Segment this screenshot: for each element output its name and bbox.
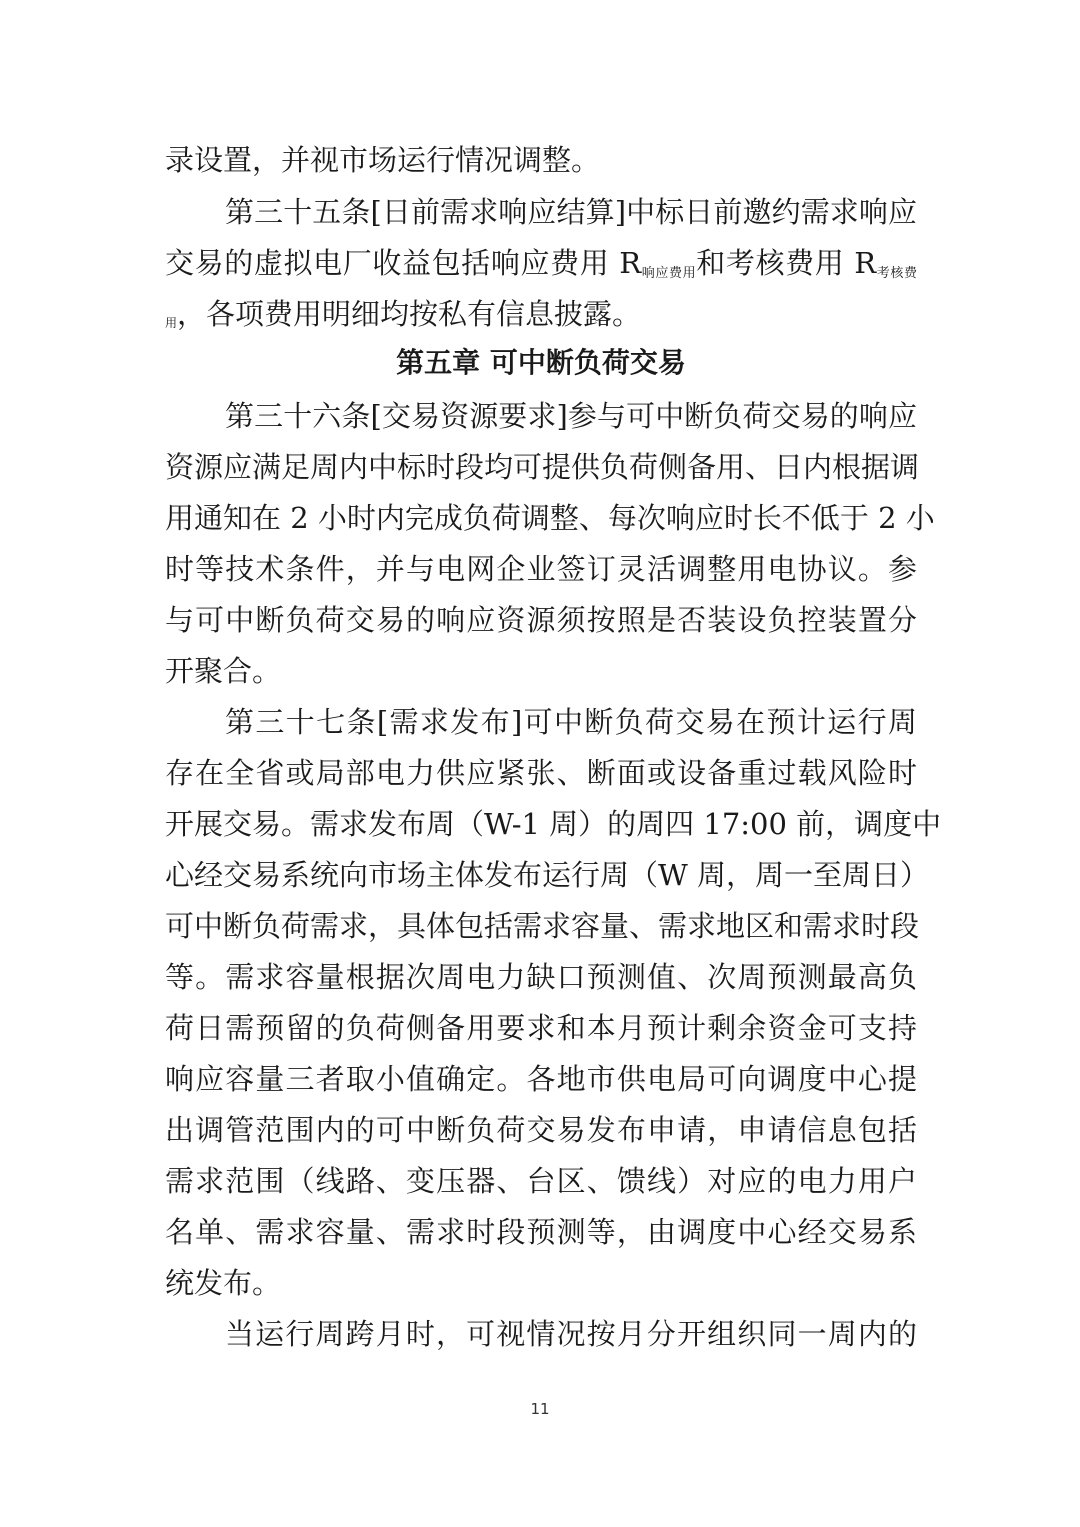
paragraph-line: 心经交易系统向市场主体发布运行周（W 周，周一至周日） xyxy=(165,858,930,892)
paragraph-line: 录设置，并视市场运行情况调整。 xyxy=(165,143,601,177)
paragraph-line: 名单、需求容量、需求时段预测等，由调度中心经交易系 xyxy=(165,1215,917,1249)
line-text: 交易的虚拟电厂收益包括响应费用 R xyxy=(165,246,642,280)
paragraph-line xyxy=(165,243,917,283)
paragraph-line: 开聚合。 xyxy=(165,654,282,688)
subscript-continuation: 用 xyxy=(165,316,178,330)
line-text: 和考核费用 R xyxy=(696,246,877,280)
paragraph-line: 等。需求容量根据次周电力缺口预测值、次周预测最高负 xyxy=(165,960,917,994)
paragraph-line: 资源应满足周内中标时段均可提供负荷侧备用、日内根据调 xyxy=(165,450,920,484)
paragraph-line: 用通知在 2 小时内完成负荷调整、每次响应时长不低于 2 小 xyxy=(165,501,935,535)
paragraph-line: 当运行周跨月时，可视情况按月分开组织同一周内的 xyxy=(225,1317,917,1351)
subscript-response-fee: 响应费用 xyxy=(641,266,697,281)
paragraph-line: 响应容量三者取小值确定。各地市供电局可向调度中心提 xyxy=(165,1062,917,1096)
paragraph-line: 出调管范围内的可中断负荷交易发布申请，申请信息包括 xyxy=(165,1113,917,1147)
paragraph-line: 第三十五条[日前需求响应结算]中标日前邀约需求响应 xyxy=(225,195,917,229)
paragraph-line: 第三十六条[交易资源要求]参与可中断负荷交易的响应 xyxy=(225,399,917,433)
paragraph-line: 荷日需预留的负荷侧备用要求和本月预计剩余资金可支持 xyxy=(165,1011,917,1045)
line-text: ，各项费用明细均按私有信息披露。 xyxy=(177,297,642,331)
chapter-heading: 第五章 可中断负荷交易 xyxy=(396,346,686,379)
paragraph-line: 存在全省或局部电力供应紧张、断面或设备重过载风险时 xyxy=(165,756,917,790)
paragraph-line: 第三十七条[需求发布]可中断负荷交易在预计运行周 xyxy=(225,705,917,739)
paragraph-line xyxy=(165,294,917,334)
paragraph-line: 开展交易。需求发布周（W-1 周）的周四 17:00 前，调度中 xyxy=(165,807,942,841)
paragraph-line: 与可中断负荷交易的响应资源须按照是否装设负控装置分 xyxy=(165,603,917,637)
paragraph-line: 统发布。 xyxy=(165,1266,282,1300)
paragraph-line: 时等技术条件，并与电网企业签订灵活调整用电协议。参 xyxy=(165,552,917,586)
page-number: 11 xyxy=(530,1400,550,1418)
subscript-assessment-fee: 考核费 xyxy=(876,266,917,281)
paragraph-line: 需求范围（线路、变压器、台区、馈线）对应的电力用户 xyxy=(165,1164,917,1198)
paragraph-line: 可中断负荷需求，具体包括需求容量、需求地区和需求时段 xyxy=(165,909,920,943)
